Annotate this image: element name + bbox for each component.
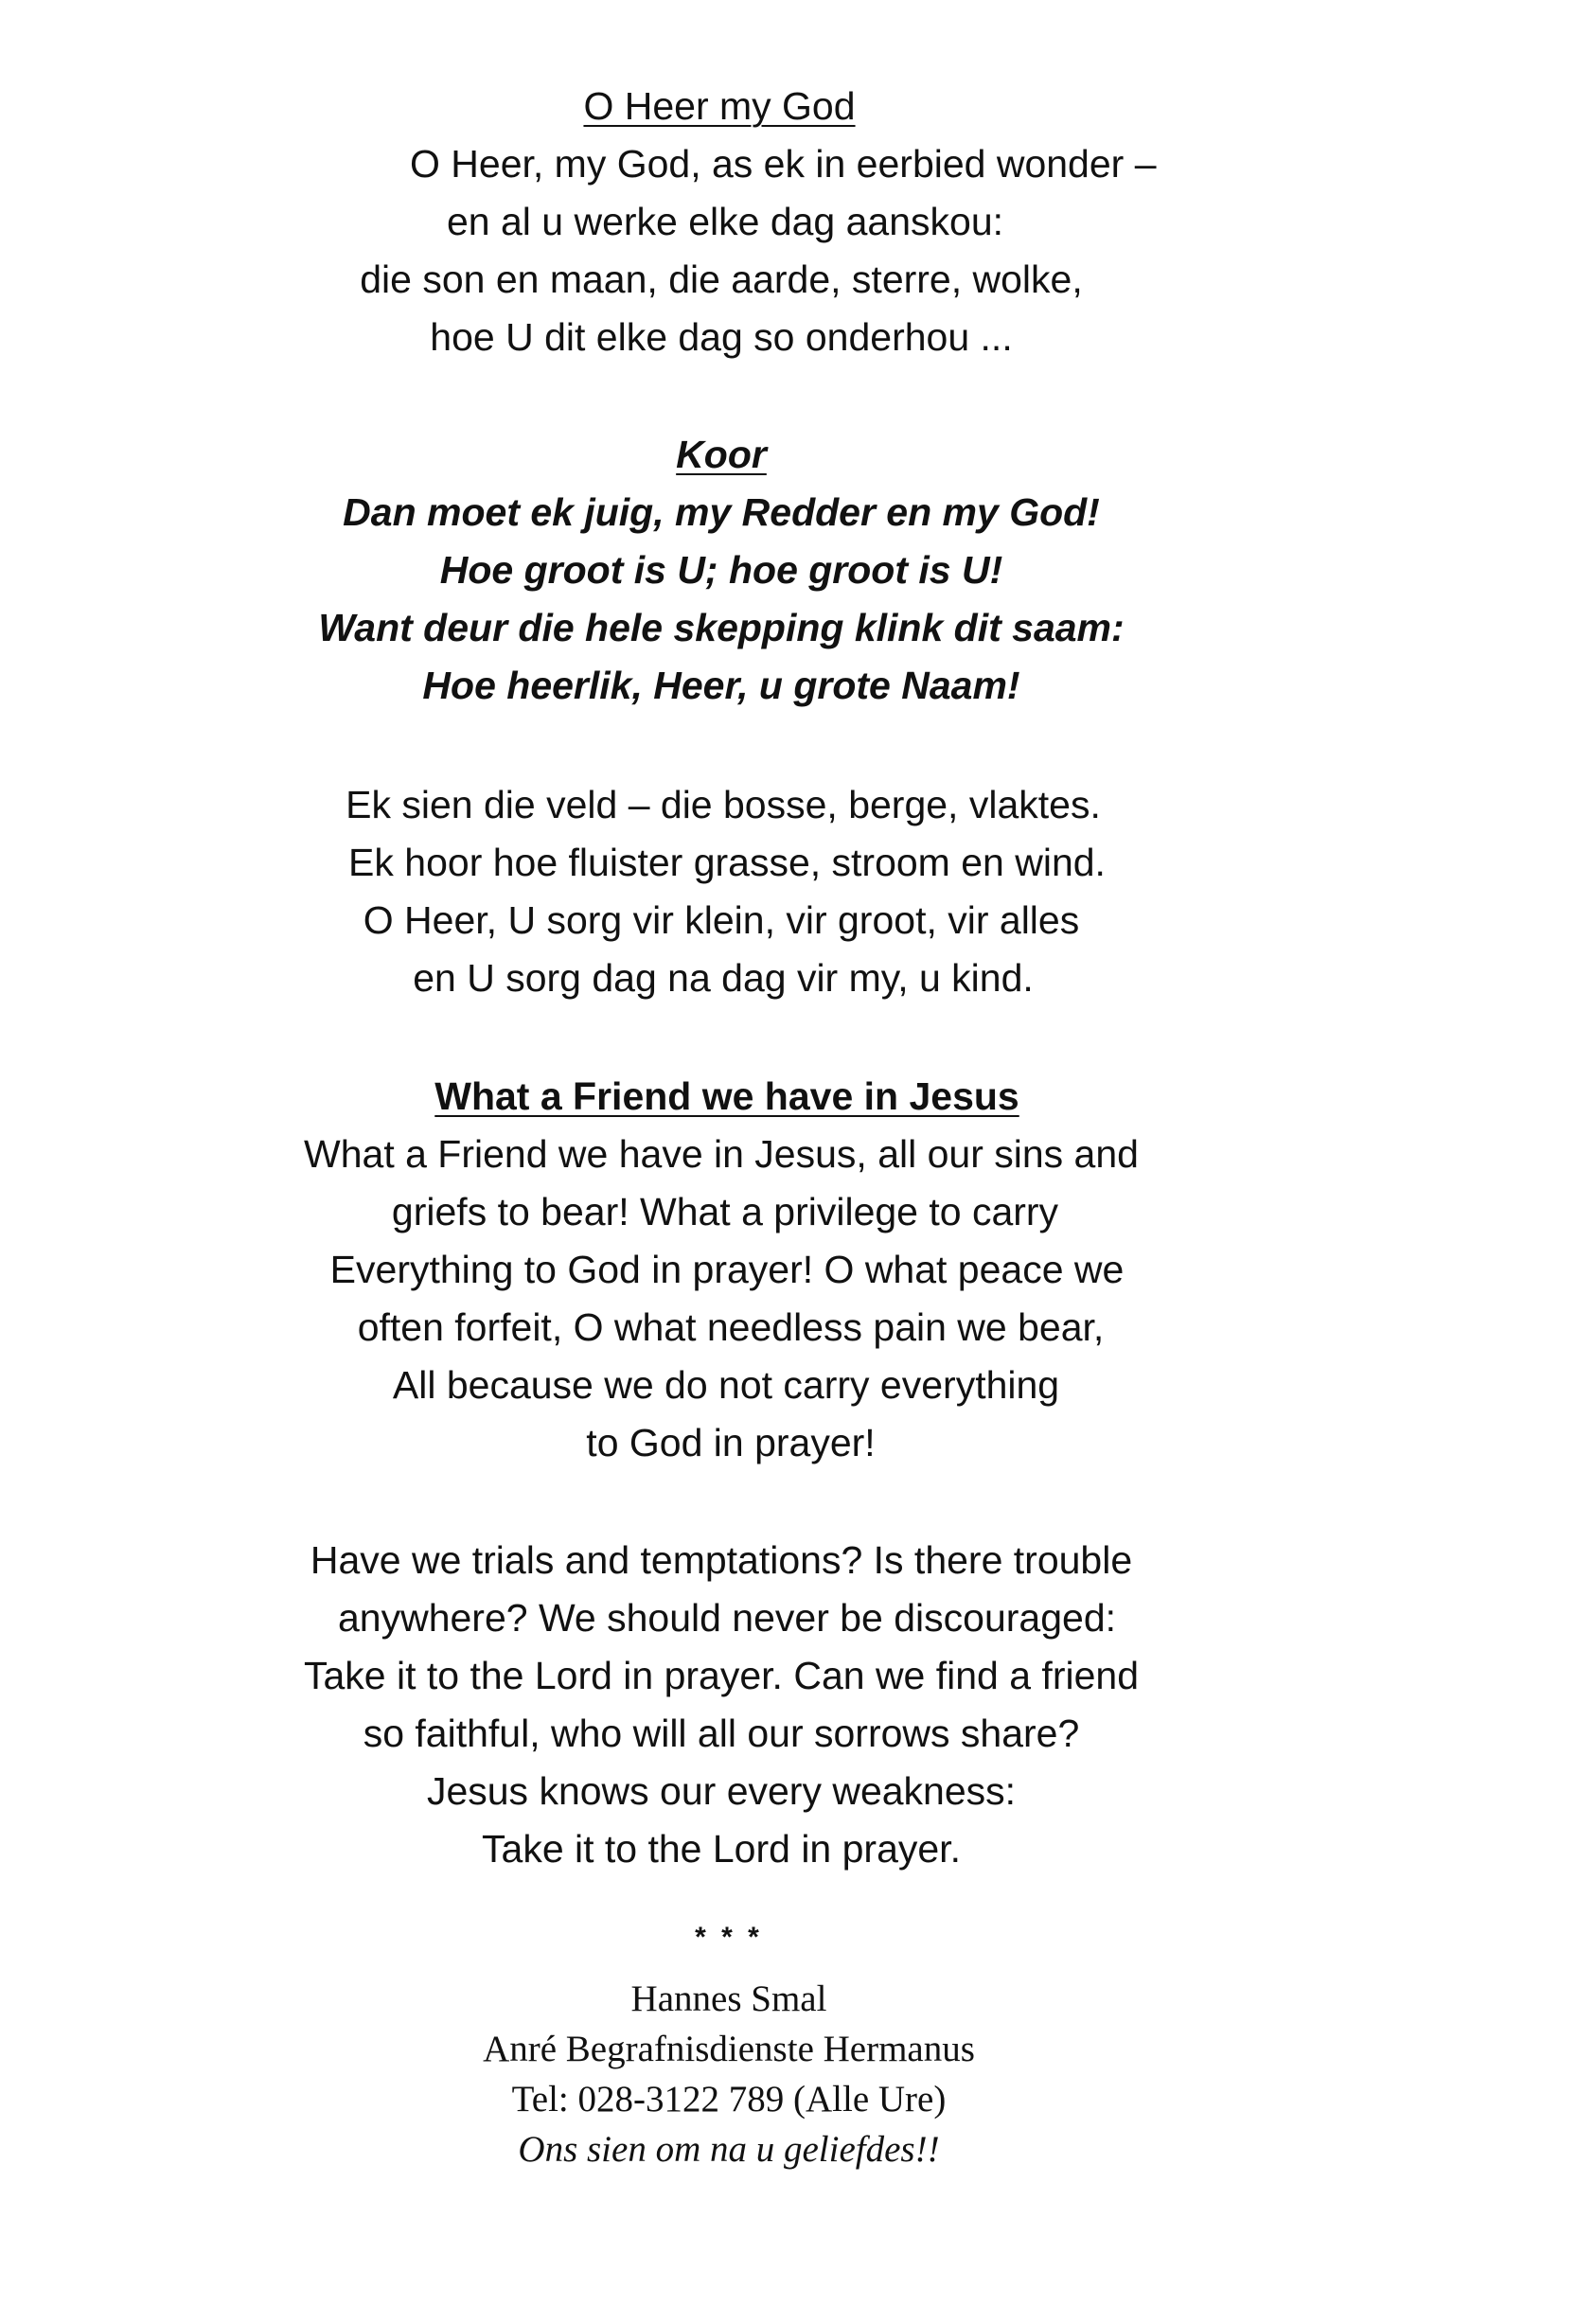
- verse-line: en al u werke elke dag aanskou:: [446, 200, 1004, 243]
- footer-phone: Tel: 028-3122 789 (Alle Ure): [511, 2079, 947, 2120]
- verse-line: Take it to the Lord in prayer. Can we find a friend: [303, 1654, 1140, 1697]
- chorus-line: Hoe heerlik, Heer, u grote Naam!: [422, 664, 1020, 707]
- verse-line: so faithful, who will all our sorrows share?: [363, 1712, 1080, 1755]
- hymn-title-what-a-friend: What a Friend we have in Jesus: [434, 1074, 1019, 1118]
- footer-company: Anré Begrafnisdienste Hermanus: [483, 2029, 975, 2069]
- chorus-line: Want deur die hele skepping klink dit saam:: [318, 606, 1125, 649]
- verse-line: Ek hoor hoe fluister grasse, stroom en wind.: [348, 841, 1106, 884]
- chorus-line: Dan moet ek juig, my Redder en my God!: [343, 490, 1100, 534]
- verse-line: Ek sien die veld – die bosse, berge, vlaktes.: [346, 783, 1101, 826]
- verse-line: en U sorg dag na dag vir my, u kind.: [413, 956, 1034, 1000]
- verse-line: anywhere? We should never be discouraged:: [337, 1596, 1117, 1640]
- verse-line: die son en maan, die aarde, sterre, wolke,: [360, 257, 1083, 301]
- verse-line: Jesus knows our every weakness:: [426, 1769, 1017, 1813]
- verse-line: griefs to bear! What a privilege to carry: [391, 1190, 1059, 1233]
- verse-line: O Heer, U sorg vir klein, vir groot, vir alles: [363, 898, 1080, 942]
- separator-stars: * * *: [695, 1922, 763, 1953]
- verse-line: hoe U dit elke dag so onderhou ...: [430, 315, 1013, 359]
- verse-line: to God in prayer!: [586, 1421, 876, 1464]
- verse-line: All because we do not carry everything: [392, 1363, 1060, 1407]
- footer-name: Hannes Smal: [630, 1978, 827, 2019]
- verse-line: O Heer, my God, as ek in eerbied wonder –: [410, 142, 1157, 186]
- chorus-line: Hoe groot is U; hoe groot is U!: [439, 548, 1003, 592]
- verse-line: Everything to God in prayer! O what peace we: [329, 1248, 1125, 1291]
- verse-line: Take it to the Lord in prayer.: [482, 1827, 961, 1871]
- verse-line: often forfeit, O what needless pain we bear,: [357, 1305, 1105, 1349]
- footer-slogan: Ons sien om na u geliefdes!!: [518, 2129, 940, 2170]
- chorus-title: Koor: [676, 433, 767, 476]
- verse-line: What a Friend we have in Jesus, all our sins and: [304, 1132, 1139, 1176]
- hymn-title-o-heer-my-god: O Heer my God: [583, 84, 856, 128]
- verse-line: Have we trials and temptations? Is there trouble: [310, 1538, 1133, 1582]
